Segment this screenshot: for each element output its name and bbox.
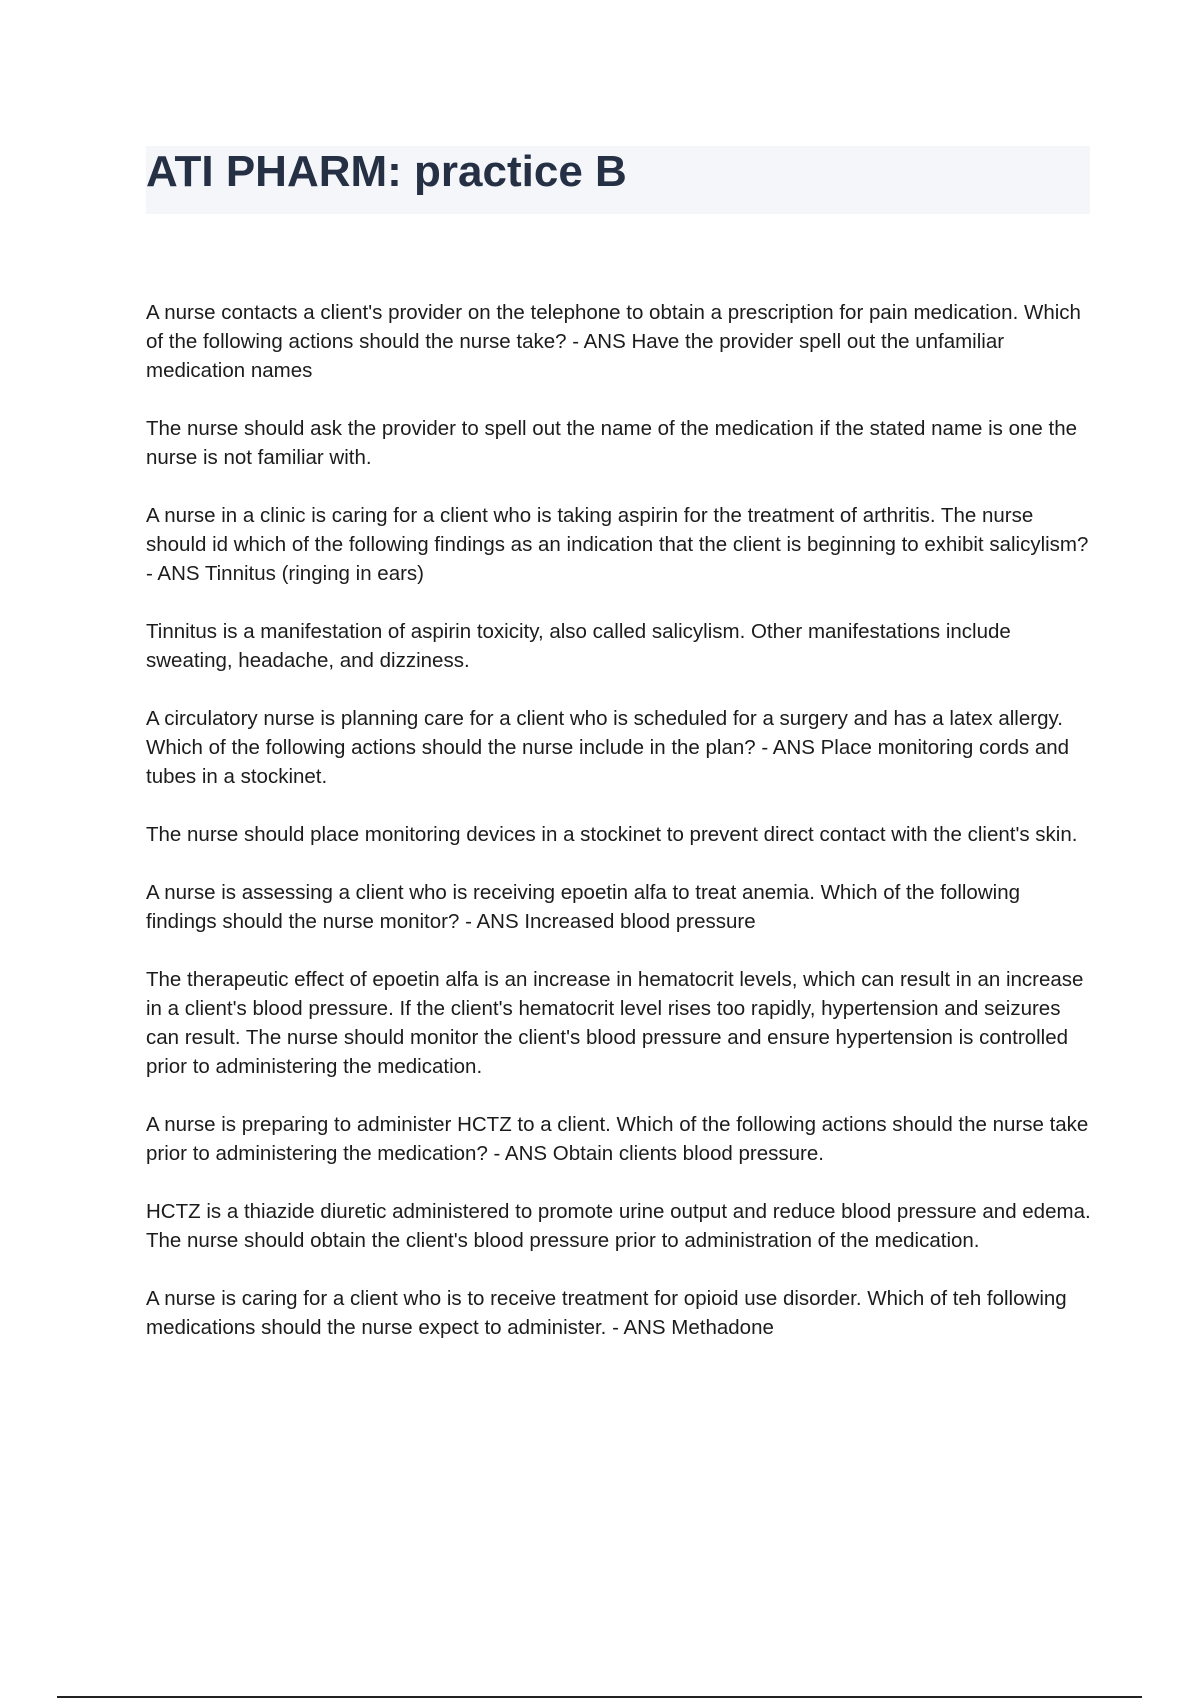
rationale-5: HCTZ is a thiazide diuretic administered to promote urine output and reduce blood pressure and edema. The nurse should obtain the client's blood pressure prior to administration of the medication. <box>146 1200 1091 1252</box>
question-6: A nurse is caring for a client who is to receive treatment for opioid use disorder. Which of teh following medications should the nurse expect to administer. - ANS Methadone <box>146 1287 1067 1339</box>
question-4: A nurse is assessing a client who is receiving epoetin alfa to treat anemia. Which of the following findings should the nurse monitor? - ANS Increased blood pressure <box>146 881 1020 933</box>
document-title: ATI PHARM: practice B <box>146 147 627 196</box>
question-2: A nurse in a clinic is caring for a client who is taking aspirin for the treatment of arthritis. The nurse should id which of the following findings as an indication that the client is beginning to exhibit salicylism? - ANS Tinnitus (ringing in ears) <box>146 504 1089 585</box>
question-1: A nurse contacts a client's provider on the telephone to obtain a prescription for pain medication. Which of the following actions should the nurse take? - ANS Have the provider spell out the unfamiliar medication names <box>146 301 1081 382</box>
rationale-4: The therapeutic effect of epoetin alfa is an increase in hematocrit levels, which can result in an increase in a client's blood pressure. If the client's hematocrit level rises too rapidly, hypertension and seizures can result. The nurse should monitor the client's blood pressure and ensure hypertension is controlled prior to administering the medication. <box>146 968 1084 1078</box>
footer-divider <box>57 1696 1142 1698</box>
rationale-1: The nurse should ask the provider to spell out the name of the medication if the stated name is one the nurse is not familiar with. <box>146 417 1078 469</box>
question-5: A nurse is preparing to administer HCTZ to a client. Which of the following actions should the nurse take prior to administering the medication? - ANS Obtain clients blood pressure. <box>146 1113 1089 1165</box>
document-body <box>146 298 1096 1371</box>
rationale-3: The nurse should place monitoring devices in a stockinet to prevent direct contact with the client's skin. <box>146 823 1078 846</box>
question-3: A circulatory nurse is planning care for a client who is scheduled for a surgery and has a latex allergy. Which of the following actions should the nurse include in the plan? - ANS Place monitoring cords and tubes in a stockinet. <box>146 707 1070 788</box>
rationale-2: Tinnitus is a manifestation of aspirin toxicity, also called salicylism. Other manifestations include sweating, headache, and dizziness. <box>146 620 1011 672</box>
